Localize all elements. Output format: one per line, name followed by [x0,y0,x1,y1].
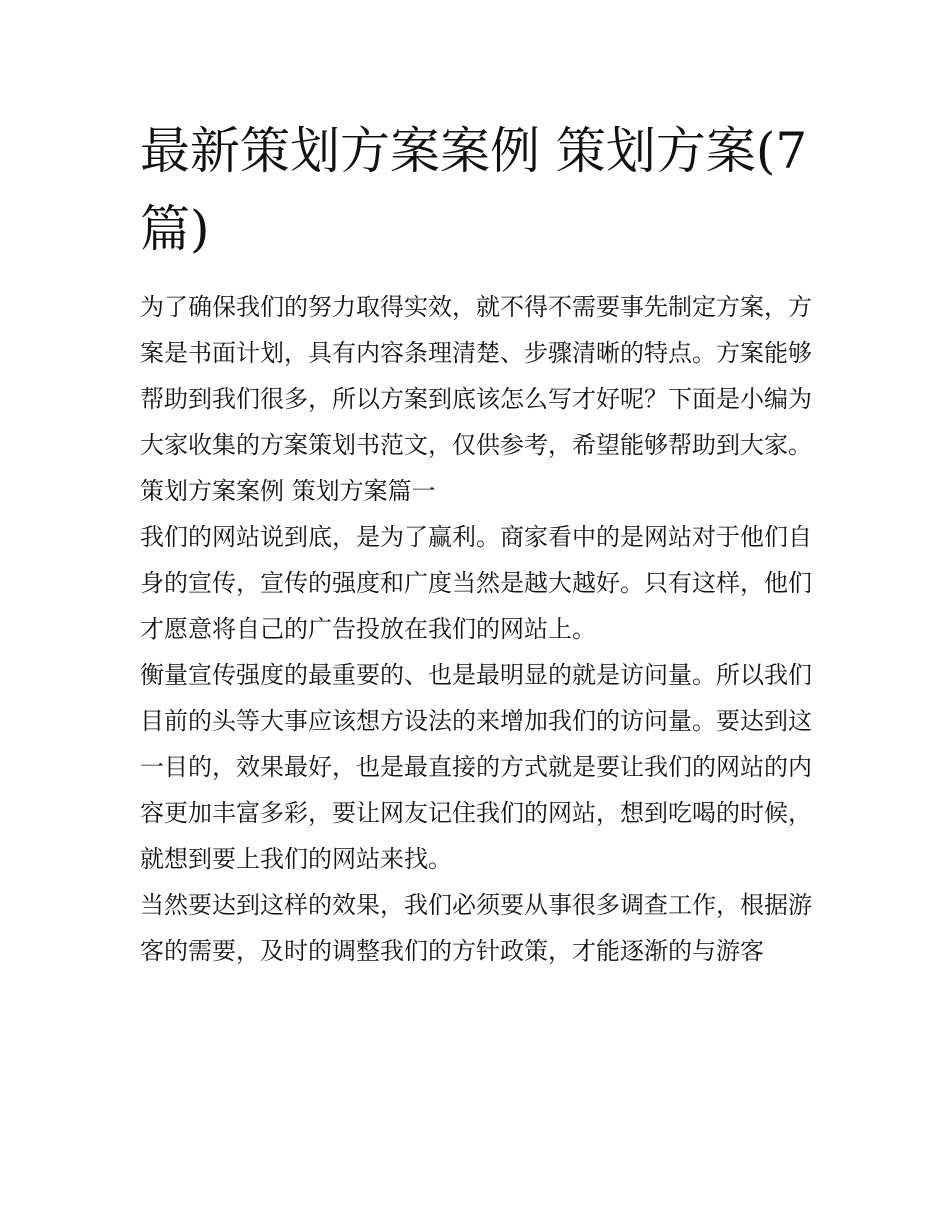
body-paragraph: 衡量宣传强度的最重要的、也是最明显的就是访问量。所以我们目前的头等大事应该想方设法的来增加我们的访问量。要达到这一目的，效果最好，也是最直接的方式就是要让我们的网站的内容更加丰富多彩，要让网友记住我们的网站，想到吃喝的时候，就想到要上我们的网站来找。 [140,661,812,873]
intro-paragraph: 为了确保我们的努力取得实效，就不得不需要事先制定方案，方案是书面计划，具有内容条理清楚、步骤清晰的特点。方案能够帮助到我们很多，所以方案到底该怎么写才好呢？下面是小编为大家收集的方案策划书范文，仅供参考，希望能够帮助到大家。 [140,293,812,459]
document-title: 最新策划方案案例 策划方案(7篇) [140,122,808,258]
section-heading: 策划方案案例 策划方案篇一 [140,477,436,505]
body-paragraph: 当然要达到这样的效果，我们必须要从事很多调查工作，根据游客的需要，及时的调整我们的方针政策，才能逐渐的与游客 [140,891,812,965]
document-page [140,112,812,974]
body-paragraph: 我们的网站说到底，是为了赢利。商家看中的是网站对于他们自身的宣传，宣传的强度和广度当然是越大越好。只有这样，他们才愿意将自己的广告投放在我们的网站上。 [140,523,812,643]
